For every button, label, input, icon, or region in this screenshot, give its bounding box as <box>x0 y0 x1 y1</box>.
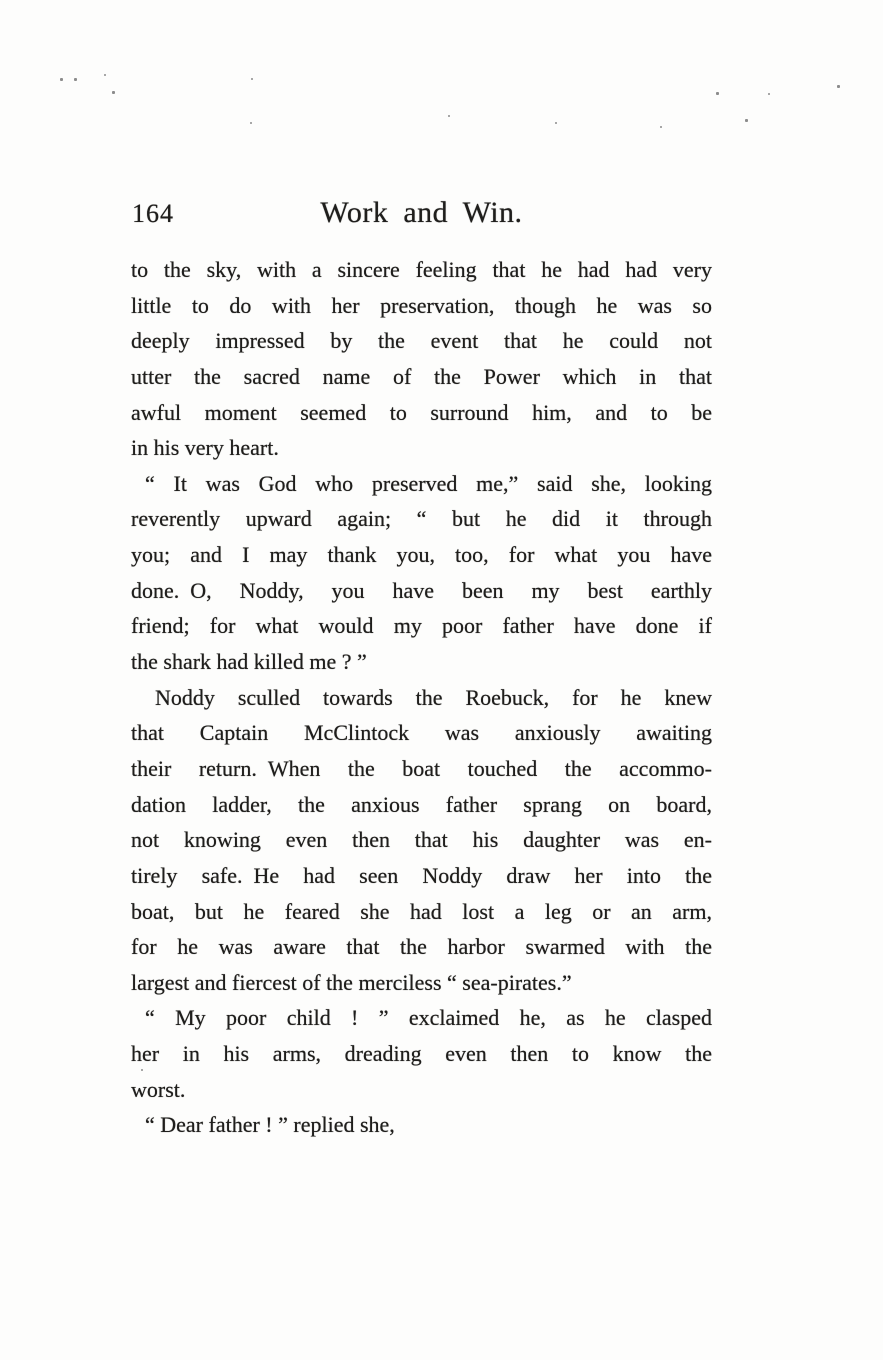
text-line: to the sky, with a sincere feeling that he had had very <box>131 257 712 282</box>
text-line: deeply impressed by the event that he could not <box>131 328 712 354</box>
text-line: utter the sacred name of the Power which in that <box>131 363 712 389</box>
text-line: the shark had killed me ? ” <box>131 649 367 675</box>
text-line: “ It was God who preserved me,” said she, looking <box>145 470 712 496</box>
text-line: “ Dear father ! ” replied she, <box>145 1112 395 1138</box>
text-line: for he was aware that the harbor swarmed with the <box>131 934 712 960</box>
scan-speck <box>555 122 557 124</box>
scan-speck <box>104 74 106 76</box>
scan-speck <box>745 119 748 122</box>
text-line: her in his arms, dreading even then to know the <box>131 1041 712 1067</box>
text-line: their return. When the boat touched the accommo- <box>131 755 712 781</box>
text-line: done. O, Noddy, you have been my best earthly <box>131 577 712 603</box>
scan-speck <box>448 115 450 117</box>
text-line: not knowing even then that his daughter was en- <box>131 827 712 853</box>
scan-speck <box>768 93 770 95</box>
scan-speck <box>250 122 252 124</box>
text-line: Noddy sculled towards the Roebuck, for he knew <box>155 684 712 710</box>
text-line: worst. <box>131 1076 186 1102</box>
body-text <box>131 252 712 1143</box>
text-line: “ My poor child ! ” exclaimed he, as he clasped <box>145 1005 712 1031</box>
text-line: little to do with her preservation, though he was so <box>131 292 712 318</box>
text-line: you; and I may thank you, too, for what you have <box>131 542 712 568</box>
text-line: awful moment seemed to surround him, and to be <box>131 399 712 425</box>
scan-speck <box>112 91 115 94</box>
text-line: in his very heart. <box>131 435 279 461</box>
page-number: 164 <box>132 199 174 228</box>
text-line: reverently upward again; “ but he did it through <box>131 506 712 532</box>
text-line: dation ladder, the anxious father sprang on board, <box>131 791 712 817</box>
text-line: tirely safe. He had seen Noddy draw her into the <box>131 862 712 888</box>
text-line: boat, but he feared she had lost a leg or an arm, <box>131 898 712 924</box>
scan-speck <box>60 78 63 81</box>
scan-speck <box>837 85 840 88</box>
scan-speck <box>660 126 662 128</box>
page-header <box>131 192 712 234</box>
scan-speck <box>251 78 253 80</box>
running-title: Work and Win. <box>320 196 523 229</box>
text-line: friend; for what would my poor father have done if <box>131 613 712 639</box>
scan-speck <box>716 92 719 95</box>
scan-speck <box>141 1069 143 1071</box>
text-line: that Captain McClintock was anxiously awaiting <box>131 720 712 746</box>
scan-speck <box>74 78 77 81</box>
text-line: largest and fiercest of the merciless “ sea-pirates.” <box>131 969 572 995</box>
